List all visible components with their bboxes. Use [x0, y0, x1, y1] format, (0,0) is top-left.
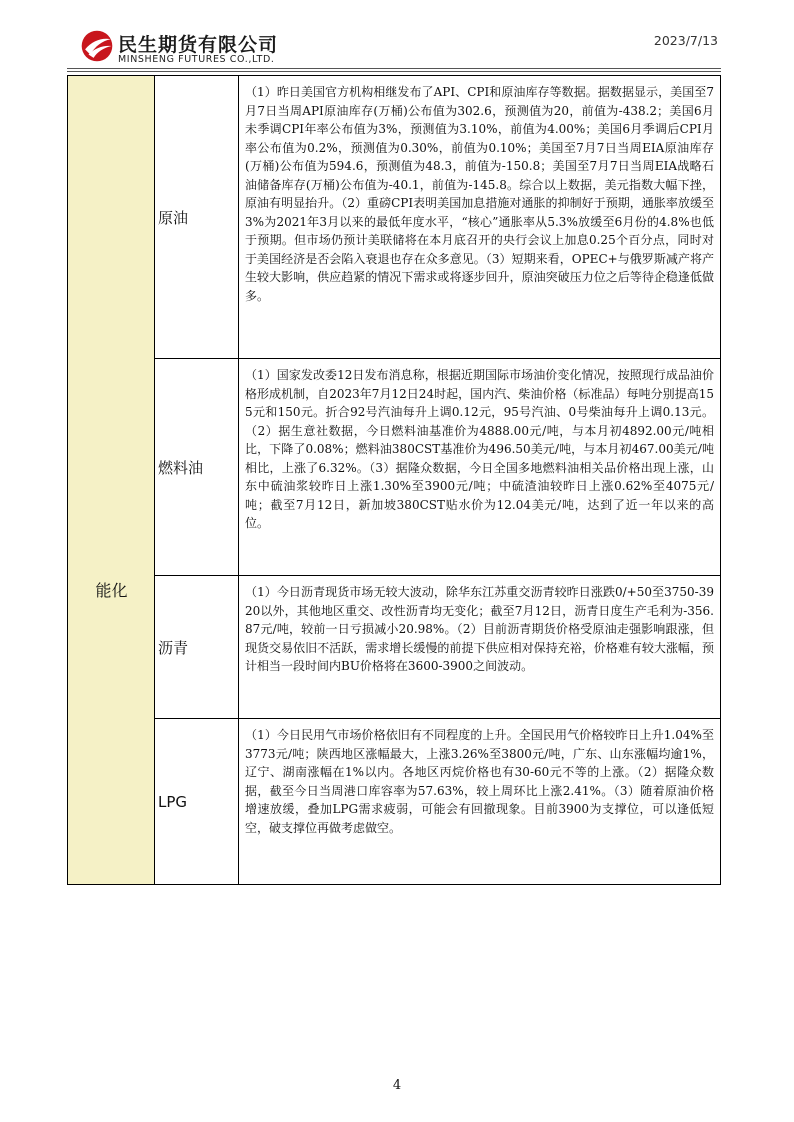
- table-row-asphalt: [155, 576, 720, 719]
- company-name-en: MINSHENG FUTURES CO.,LTD.: [118, 54, 275, 65]
- row-text: （1）今日民用气市场价格依旧有不同程度的上升。全国民用气价格较昨日上升1.04%至3773元/吨；陕西地区涨幅最大，上涨3.26%至3800元/吨，广东、山东涨幅均逾1%，辽宁、湖南涨幅在1%以内。各地区丙烷价格也有30-60元不等的上涨。（2）据隆众数据，截至今日当周港口库容率为57.63%，较上周环比上涨2.41%。（3）随着原油价格增速放缓，叠加LPG需求疲弱，可能会有回撤现象。目前3900为支撑位，可以逢低短空，破支撑位再做考虑做空。: [245, 728, 714, 835]
- header-rule-top: [67, 68, 721, 69]
- row-name: 沥青: [155, 576, 239, 718]
- sector-label: 能化: [95, 581, 128, 600]
- row-name: LPG: [155, 719, 239, 884]
- commentary-table: [67, 75, 721, 885]
- header-rule-bottom: [67, 71, 721, 72]
- page-header: [0, 0, 794, 70]
- company-name-cn: 民生期货有限公司: [118, 34, 279, 56]
- table-row-lpg: [155, 719, 720, 884]
- page-number: 4: [392, 1078, 402, 1093]
- sector-cell: [68, 76, 155, 884]
- company-logo-icon: [80, 29, 114, 63]
- table-row-fuel-oil: [155, 359, 720, 576]
- row-text: （1）今日沥青现货市场无较大波动，除华东江苏重交沥青较昨日涨跌0/+50至3750-3920以外，其他地区重交、改性沥青均无变化；截至7月12日，沥青日度生产毛利为-356.87元/吨，较前一日亏损减小20.98%。（2）目前沥青期货价格受原油走强影响跟涨，但现货交易依旧不活跃，需求增长缓慢的前提下供应相对保持充裕，价格难有较大涨幅，预计相当一段时间内BU价格将在3600-3900之间波动。: [245, 585, 714, 673]
- table-row-crude-oil: [155, 76, 720, 359]
- row-text: （1）国家发改委12日发布消息称，根据近期国际市场油价变化情况，按照现行成品油价格形成机制，自2023年7月12日24时起，国内汽、柴油价格（标准品）每吨分别提高155元和150元。折合92号汽油每升上调0.12元，95号汽油、0号柴油每升上调0.13元。（2）据生意社数据，今日燃料油基准价为4888.00元/吨，与本月初4892.00元/吨相比，下降了0.08%；燃料油380CST基准价为496.50美元/吨，与本月初467.00美元/吨相比，上涨了6.32%。（3）据隆众数据，今日全国多地燃料油相关品价格出现上涨，山东中硫油浆较昨日上涨1.30%至3900元/吨；中硫渣油较昨日上涨0.62%至4075元/吨；截至7月12日，新加坡380CST贴水价为12.04美元/吨，达到了近一年以来的高位。: [245, 368, 714, 530]
- company-logo: [80, 27, 320, 71]
- row-name: 燃料油: [155, 359, 239, 575]
- report-date: 2023/7/13: [653, 33, 718, 48]
- row-text: （1）昨日美国官方机构相继发布了API、CPI和原油库存等数据。据数据显示，美国至7月7日当周API原油库存(万桶)公布值为302.6，预测值为20，前值为-438.2；美国6月未季调CPI年率公布值为3%，预测值为3.10%，前值为4.00%；美国6月季调后CPI月率公布值为0.2%，预测值为0.30%，前值为0.10%；美国至7月7日当周EIA原油库存(万桶)公布值为594.6，预测值为48.3，前值为-150.8；美国至7月7日当周EIA战略石油储备库存(万桶)公布值为-40.1，前值为-145.8。综合以上数据，美元指数大幅下挫，原油有明显抬升。（2）重磅CPI表明美国加息措施对通胀的抑制好于预期，通胀率放缓至3%为2021年3月以来的最低年度水平，“核心”通胀率从5.3%放缓至6月份的4.8%也低于预期。但市场仍预计美联储将在本月底召开的央行会议上加息0.25个百分点，同时对于美国经济是否会陷入衰退也存在众多意见。（3）短期来看，OPEC+与俄罗斯减产将产生较大影响，供应趋紧的情况下需求或将逐步回升，原油突破压力位之后等待企稳逢低做多。: [245, 85, 714, 303]
- row-name: 原油: [155, 76, 239, 358]
